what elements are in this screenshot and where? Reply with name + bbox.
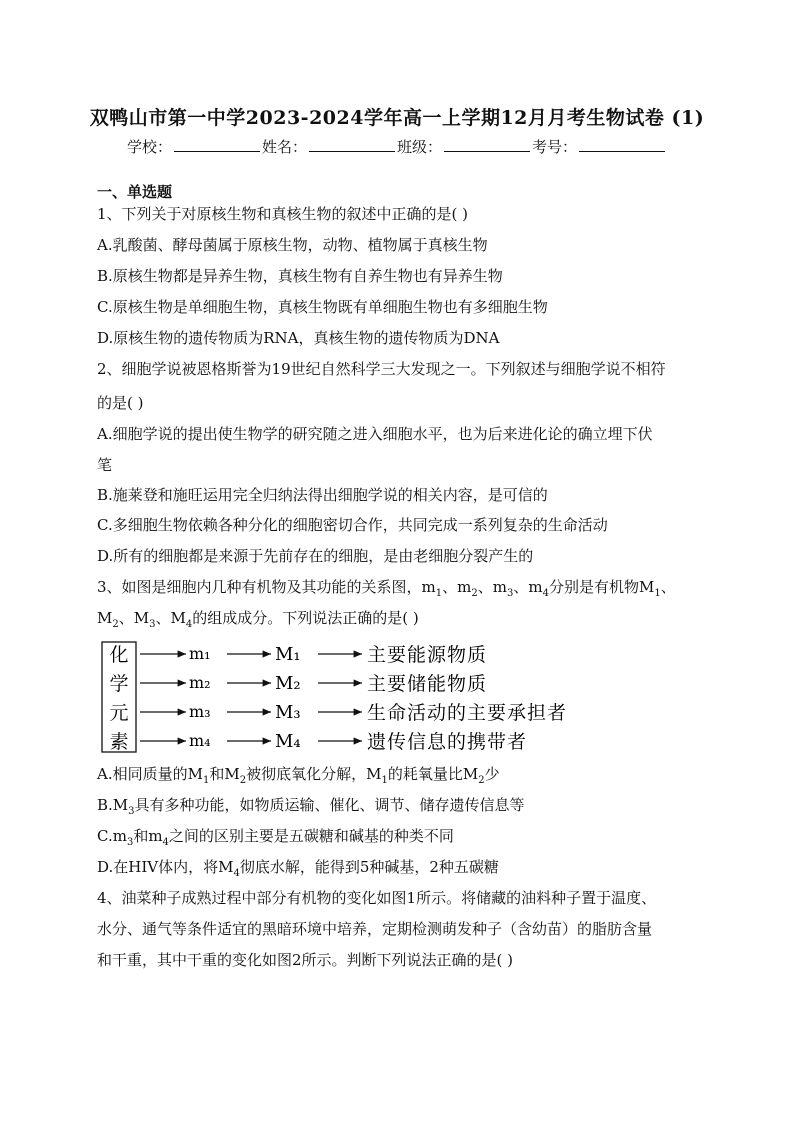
organic-compound-diagram: [100, 640, 640, 755]
element-char-2: 学: [109, 673, 129, 695]
q2-option-d: D.所有的细胞都是来源于先前存在的细胞，是由老细胞分裂产生的: [97, 547, 534, 565]
diagram-svg: [100, 640, 640, 755]
class-label: 班级：: [397, 138, 443, 156]
q3-stem-line1: 3、如图是细胞内几种有机物及其功能的关系图，$m_1$、$m_2$、$m_3$、$m_4$分别是有机物$M_1$、: [97, 578, 676, 599]
school-label: 学校：: [126, 138, 172, 156]
q4-stem-line2: 水分、通气等条件适宜的黑暗环境中培养，定期检测萌发种子（含幼苗）的脂肪含量: [97, 920, 653, 938]
element-char-3: 元: [109, 702, 129, 724]
exam-no-label: 考号：: [532, 138, 578, 156]
exam-no-blank[interactable]: [579, 137, 665, 152]
page-title: 双鸭山市第一中学2023-2024学年高一上学期12月月考生物试卷 (1): [89, 107, 705, 129]
q1-option-b: B.原核生物都是异养生物，真核生物有自养生物也有异养生物: [97, 267, 503, 285]
q2-stem-line2: 的是( ): [97, 394, 144, 412]
function-label-3: 生命活动的主要承担者: [367, 702, 568, 724]
function-label-2: 主要储能物质: [367, 673, 488, 695]
small-molecule-m1: m₁: [189, 644, 211, 663]
q4-stem-line1: 4、油菜种子成熟过程中部分有机物的变化如图1所示。将储藏的油料种子置于温度、: [97, 889, 657, 907]
q2-option-c: C.多细胞生物依赖各种分化的细胞密切合作，共同完成一系列复杂的生命活动: [97, 516, 608, 534]
element-char-4: 素: [109, 731, 129, 753]
q4-stem-line3: 和干重，其中干重的变化如图2所示。判断下列说法正确的是( ): [97, 951, 514, 969]
macromolecule-M4: M₄: [275, 731, 301, 752]
section-heading: 一、单选题: [97, 183, 173, 201]
q1-option-a: A.乳酸菌、酵母菌属于原核生物，动物、植物属于真核生物: [97, 236, 488, 254]
macromolecule-M1: M₁: [275, 644, 301, 665]
student-info-line: [0, 136, 794, 157]
name-blank[interactable]: [309, 137, 395, 152]
macromolecule-M2: M₂: [275, 673, 301, 694]
name-label: 姓名：: [261, 138, 307, 156]
q2-stem-line1: 2、细胞学说被恩格斯誉为19世纪自然科学三大发现之一。下列叙述与细胞学说不相符: [97, 360, 666, 378]
q2-option-a-line2: 笔: [97, 456, 113, 474]
q1-option-d: D.原核生物的遗传物质为RNA，真核生物的遗传物质为DNA: [97, 329, 500, 347]
q3-option-d: D.在HIV体内，将$M_4$彻底水解，能得到5种碱基，2种五碳糖: [97, 858, 499, 879]
q1-stem: 1、下列关于对原核生物和真核生物的叙述中正确的是( ): [97, 205, 469, 223]
q1-option-c: C.原核生物是单细胞生物，真核生物既有单细胞生物也有多细胞生物: [97, 298, 548, 316]
small-molecule-m3: m₃: [189, 702, 211, 721]
element-char-1: 化: [109, 644, 129, 666]
q3-stem-line2: $M_2$、$M_3$、$M_4$的组成成分。下列说法正确的是( ): [97, 609, 419, 630]
q2-option-b: B.施莱登和施旺运用完全归纳法得出细胞学说的相关内容，是可信的: [97, 486, 548, 504]
function-label-4: 遗传信息的携带者: [367, 731, 528, 753]
q3-option-b: $B.M_3$具有多种功能，如物质运输、催化、调节、储存遗传信息等: [97, 796, 525, 817]
small-molecule-m4: m₄: [189, 731, 211, 750]
function-label-1: 主要能源物质: [367, 644, 488, 666]
q3-option-c: $C.m_3$和$m_4$之间的区别主要是五碳糖和碱基的种类不同: [97, 827, 454, 848]
q3-option-a: A.相同质量的$M_1$和$M_2$被彻底氧化分解，$M_1$的耗氧量比$M_2$少: [97, 765, 500, 786]
class-blank[interactable]: [444, 137, 530, 152]
small-molecule-m2: m₂: [189, 673, 211, 692]
school-blank[interactable]: [174, 137, 260, 152]
q2-option-a-line1: A.细胞学说的提出使生物学的研究随之进入细胞水平，也为后来进化论的确立埋下伏: [97, 425, 653, 443]
macromolecule-M3: M₃: [275, 702, 301, 723]
